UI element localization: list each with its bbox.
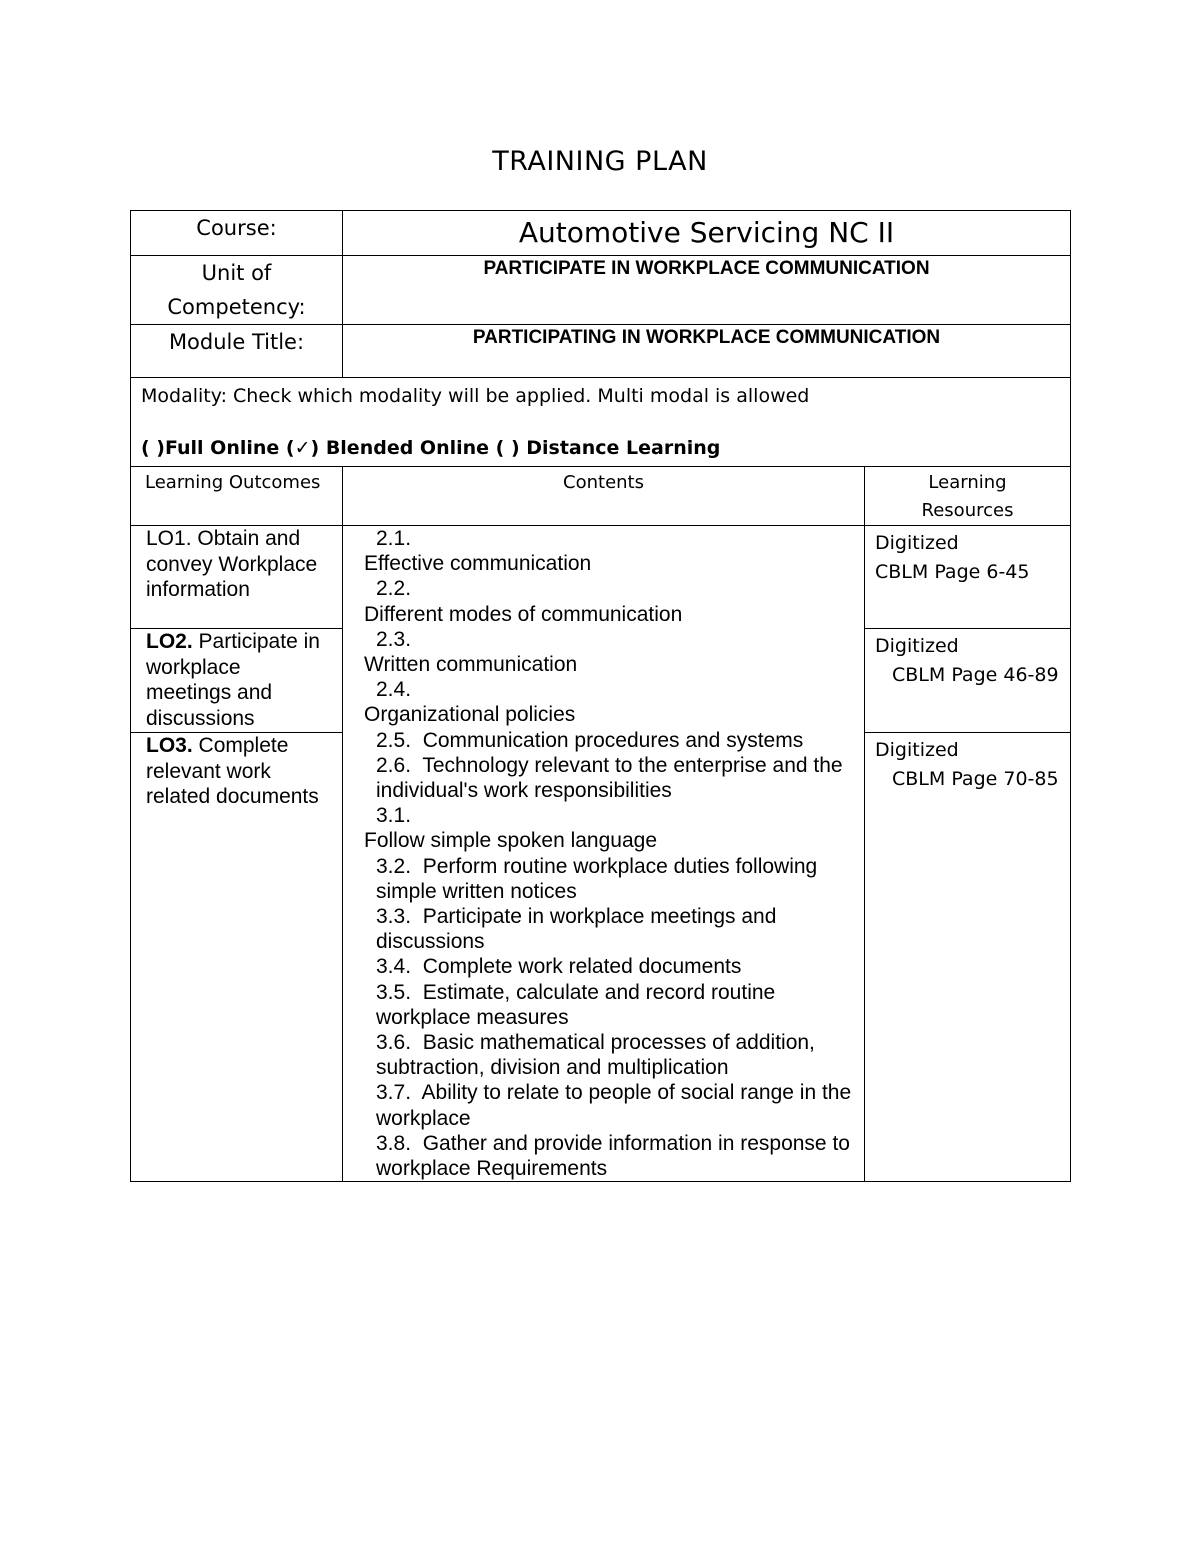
- content-item: 3.4. Complete work related documents: [376, 955, 742, 979]
- unit-row: [131, 256, 1071, 325]
- lo-code: LO1.: [146, 527, 192, 550]
- learning-outcomes-header: Learning Outcomes: [131, 467, 343, 526]
- content-text: Follow simple spoken language: [364, 829, 658, 853]
- modality-cell: [131, 378, 1071, 467]
- resource-2: [865, 629, 1071, 733]
- content-text: Organizational policies: [364, 703, 576, 727]
- learning-outcome-1: [131, 526, 343, 629]
- document-title: TRAINING PLAN: [492, 146, 708, 177]
- content-item: 3.2. Perform routine workplace duties following simple written notices: [376, 854, 818, 903]
- lo-text: Participate in workplace meetings and discussions: [146, 630, 320, 730]
- content-item: 3.5. Estimate, calculate and record routine workplace measures: [376, 980, 776, 1029]
- content-item: 2.6. Technology relevant to the enterprise and the individual's work responsibilities: [376, 753, 843, 803]
- content-num: 3.1.: [376, 804, 412, 828]
- course-row: [131, 211, 1071, 256]
- content-item: 3.6. Basic mathematical processes of addition, subtraction, division and multiplication: [376, 1031, 815, 1080]
- course-value: Automotive Servicing NC II: [343, 211, 1071, 256]
- unit-label: [131, 256, 343, 325]
- unit-label-line1: Unit of: [201, 261, 272, 285]
- resource-label: Digitized: [875, 532, 959, 554]
- modality-instruction: Modality: Check which modality will be applied. Multi modal is allowed: [141, 385, 810, 407]
- resource-3: [865, 733, 1071, 1182]
- training-plan-table: [130, 210, 1071, 1182]
- content-text: Written communication: [364, 653, 578, 677]
- lo-code: LO3.: [146, 734, 193, 758]
- modality-options: ( )Full Online (✓) Blended Online ( ) Distance Learning: [141, 437, 721, 459]
- unit-value: PARTICIPATE IN WORKPLACE COMMUNICATION: [343, 256, 1071, 325]
- course-label: Course:: [131, 211, 343, 256]
- learning-outcome-3: [131, 733, 343, 1182]
- lo-text: Complete relevant work related documents: [146, 734, 319, 809]
- lo-text: Obtain and convey Workplace information: [146, 527, 318, 601]
- content-num: 2.1.: [376, 527, 412, 550]
- content-text: Different modes of communication: [364, 602, 683, 626]
- lo-code: LO2.: [146, 630, 193, 654]
- learning-outcome-2: [131, 629, 343, 733]
- content-item: 3.8. Gather and provide information in response to workplace Requirements: [376, 1131, 850, 1181]
- resources-header-line1: Learning: [928, 472, 1007, 493]
- content-num: 2.4.: [376, 678, 412, 702]
- contents-cell: [343, 526, 865, 1182]
- lo1-row: [131, 526, 1071, 629]
- resource-label: Digitized: [875, 739, 959, 762]
- module-value: PARTICIPATING IN WORKPLACE COMMUNICATION: [343, 325, 1071, 378]
- resource-label: Digitized: [875, 635, 959, 658]
- module-label: Module Title:: [131, 325, 343, 378]
- content-text: Effective communication: [364, 552, 592, 576]
- content-item: 3.7. Ability to relate to people of social range in the workplace: [376, 1081, 852, 1130]
- content-item: 3.3. Participate in workplace meetings and discussions: [376, 905, 777, 954]
- unit-label-line2: Competency:: [167, 295, 306, 319]
- column-header-row: [131, 467, 1071, 526]
- resource-1: [865, 526, 1071, 629]
- modality-row: [131, 378, 1071, 467]
- module-row: [131, 325, 1071, 378]
- resource-pages: CBLM Page 46-89: [892, 664, 1059, 687]
- content-num: 2.2.: [376, 577, 412, 601]
- content-item: 2.5. Communication procedures and systems: [376, 728, 804, 752]
- resources-header: [865, 467, 1071, 526]
- resources-header-line2: Resources: [921, 500, 1014, 521]
- contents-header: Contents: [343, 467, 865, 526]
- resource-pages: CBLM Page 6-45: [875, 561, 1030, 583]
- resource-pages: CBLM Page 70-85: [892, 768, 1059, 791]
- content-num: 2.3.: [376, 627, 412, 651]
